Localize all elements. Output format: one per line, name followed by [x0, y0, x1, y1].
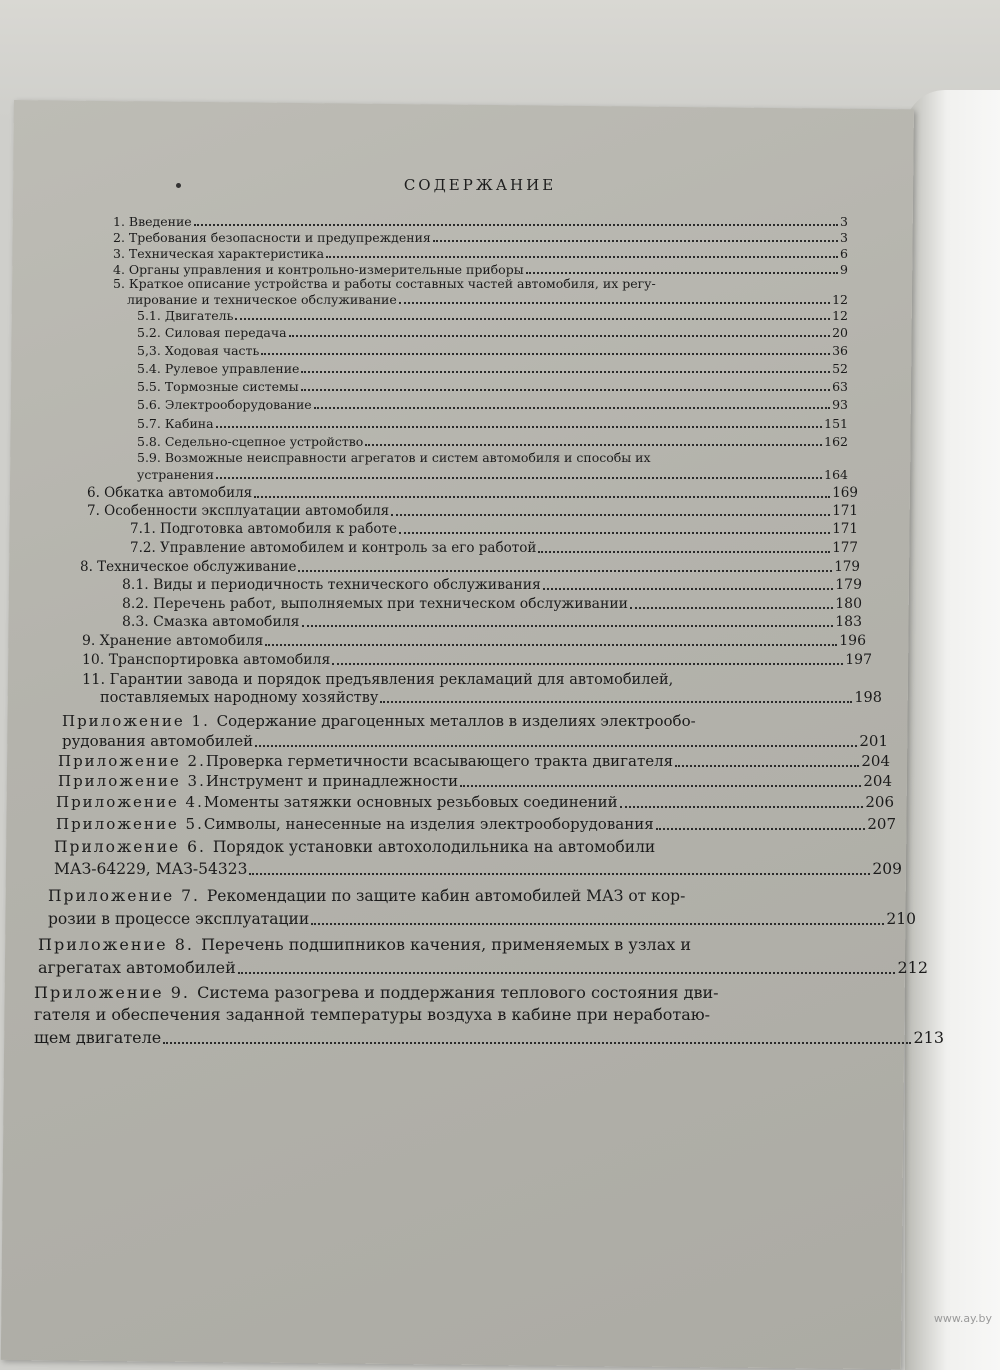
toc-page-number: 12	[832, 308, 848, 323]
toc-page-number: 206	[865, 793, 894, 811]
dot-leader	[261, 353, 830, 355]
toc-entry-title: Инструмент и принадлежности	[205, 772, 459, 790]
toc-entry-continuation	[137, 467, 848, 482]
toc-entry	[58, 772, 892, 790]
toc-entry-continuation	[34, 1028, 944, 1047]
toc-entry	[113, 276, 656, 291]
toc-page-number: 164	[824, 467, 848, 482]
toc-entry-title: Система разогрева и поддержания теплового состояния дви-	[197, 983, 719, 1002]
toc-entry	[56, 815, 896, 833]
toc-entry-title: 5.5. Тормозные системы	[137, 379, 299, 394]
toc-entry-continuation	[38, 958, 928, 977]
toc-entry-title: 7. Особенности эксплуатации автомобиля	[87, 503, 390, 519]
toc-entry-title: 7.1. Подготовка автомобиля к работе	[130, 521, 397, 537]
toc-entry-continuation	[34, 1005, 710, 1024]
toc-page-number: 162	[824, 434, 848, 449]
toc-entry-title: устранения	[137, 467, 215, 482]
toc-entry	[130, 521, 858, 537]
toc-page-number: 3	[840, 230, 848, 245]
appendix-label: Приложение 2.	[58, 752, 206, 770]
toc-entry-title: Символы, нанесенные на изделия электрооборудования	[203, 815, 654, 833]
toc-page-number: 169	[832, 485, 858, 501]
toc-page-number: 204	[861, 752, 890, 770]
dot-leader	[265, 644, 837, 646]
toc-entry-title: 8.2. Перечень работ, выполняемых при техническом обслуживании	[122, 596, 628, 612]
toc-entry-title: 9. Хранение автомобиля	[82, 633, 264, 649]
dot-leader	[249, 873, 870, 875]
toc-entry-title: Порядок установки автохолодильника на автомобили	[212, 838, 656, 856]
dot-leader	[380, 701, 852, 703]
dot-leader	[538, 551, 830, 553]
toc-entry	[82, 672, 673, 688]
toc-page-number: 12	[832, 292, 848, 307]
toc-entry-title: 2. Требования безопасности и предупреждения	[113, 230, 431, 245]
dot-leader	[460, 785, 861, 787]
toc-entry	[62, 712, 696, 730]
toc-entry-title: 5. Краткое описание устройства и работы составных частей автомобиля, их регу-	[113, 276, 656, 291]
toc-page-number: 6	[840, 246, 848, 261]
toc-entry-title: 11. Гарантии завода и порядок предъявления рекламаций для автомобилей,	[82, 672, 674, 688]
toc-page-number: 52	[832, 361, 848, 376]
dot-leader	[298, 570, 832, 572]
toc-entry	[137, 308, 848, 323]
toc-page-number: 36	[832, 343, 848, 358]
toc-entry	[137, 361, 848, 376]
toc-entry	[122, 614, 862, 630]
toc-entry	[137, 450, 651, 465]
toc-entry-title: 5.9. Возможные неисправности агрегатов и систем автомобиля и способы их	[137, 450, 651, 465]
toc-entry	[137, 379, 848, 394]
dot-leader	[255, 745, 857, 747]
toc-entry	[34, 983, 719, 1002]
toc-entry	[137, 325, 848, 340]
toc-page-number: 20	[832, 325, 848, 340]
toc-page-number: 171	[832, 521, 858, 537]
toc-entry-title: щем двигателе	[34, 1028, 162, 1047]
toc-page-number: 183	[835, 614, 862, 630]
toc-entry-title: 5.8. Седельно-сцепное устройство	[137, 434, 364, 449]
toc-page-number: 3	[840, 214, 848, 229]
appendix-label: Приложение 5.	[56, 815, 204, 833]
toc-entry-title: Рекомендации по защите кабин автомобилей МАЗ от кор-	[206, 887, 686, 905]
appendix-label: Приложение 8.	[38, 935, 202, 954]
toc-entry	[82, 652, 872, 668]
toc-page-number: 93	[832, 397, 848, 412]
toc-page-number: 207	[867, 815, 896, 833]
toc-entry-title: 5,3. Ходовая часть	[137, 343, 260, 358]
toc-entry-title: поставляемых народному хозяйству	[100, 690, 379, 706]
dot-leader	[289, 335, 831, 337]
toc-entry-title: 8. Техническое обслуживание	[80, 559, 297, 575]
toc-entry-title: 5.7. Кабина	[137, 416, 214, 431]
dot-leader	[332, 663, 843, 665]
dot-leader	[301, 371, 830, 373]
toc-entry	[137, 434, 848, 449]
dot-leader	[433, 240, 838, 242]
dot-leader	[301, 389, 830, 391]
toc-entry	[48, 887, 685, 905]
dot-leader	[194, 224, 838, 226]
toc-entry	[54, 838, 655, 856]
toc-entry-continuation	[54, 860, 902, 878]
dot-leader	[302, 625, 834, 627]
dot-leader	[216, 426, 823, 428]
toc-page-number: 209	[872, 860, 902, 878]
toc-entry-title: агрегатах автомобилей	[38, 958, 236, 977]
appendix-label: Приложение 3.	[58, 772, 206, 790]
dot-leader	[254, 496, 830, 498]
toc-entry-title: Проверка герметичности всасывающего тракта двигателя	[205, 752, 674, 770]
toc-entry	[137, 343, 848, 358]
toc-entry-continuation	[48, 910, 916, 928]
toc-entry	[137, 416, 848, 431]
toc-entry	[122, 596, 862, 612]
toc-entry-title: 5.4. Рулевое управление	[137, 361, 300, 376]
toc-entry-title: розии в процессе эксплуатации	[48, 910, 310, 928]
appendix-label: Приложение 9.	[34, 983, 198, 1002]
toc-page-number: 213	[913, 1028, 944, 1047]
dot-leader	[391, 514, 830, 516]
dot-leader	[656, 828, 866, 830]
dot-leader	[235, 318, 830, 320]
dot-leader	[216, 477, 822, 479]
toc-entry	[113, 214, 848, 229]
dot-leader	[326, 256, 838, 258]
toc-entry-title: 6. Обкатка автомобиля	[87, 485, 253, 501]
dot-leader	[311, 923, 884, 925]
dot-leader	[543, 588, 833, 590]
dot-leader	[163, 1042, 911, 1044]
appendix-label: Приложение 7.	[48, 887, 207, 905]
toc-entry	[122, 577, 862, 593]
toc-entry-title: 3. Техническая характеристика	[113, 246, 325, 261]
toc-entry-continuation	[127, 292, 848, 307]
toc-entry	[56, 793, 894, 811]
toc-entry-continuation	[100, 690, 882, 706]
toc-page-number: 197	[845, 652, 872, 668]
toc-entry-continuation	[62, 732, 888, 750]
toc-page-number: 180	[835, 596, 862, 612]
toc-entry-title: рудования автомобилей	[62, 732, 254, 750]
toc-entry-title: Содержание драгоценных металлов в изделиях электрообо-	[216, 712, 696, 730]
dot-leader	[399, 302, 830, 304]
dot-leader	[314, 407, 830, 409]
toc-entry	[87, 503, 858, 519]
page-title: СОДЕРЖАНИЕ	[403, 176, 557, 194]
toc-page-number: 151	[824, 416, 848, 431]
toc-entry-title: 4. Органы управления и контрольно-измерительные приборы	[113, 262, 524, 277]
toc-entry-title: 8.3. Смазка автомобиля	[122, 614, 300, 630]
dot-leader	[238, 972, 896, 974]
toc-entry-title: лирование и техническое обслуживание	[127, 292, 397, 307]
toc-page-number: 171	[832, 503, 858, 519]
toc-entry-title: 10. Транспортировка автомобиля	[82, 652, 331, 668]
toc-page-number: 201	[859, 732, 888, 750]
toc-entry	[137, 397, 848, 412]
toc-entry	[80, 559, 860, 575]
toc-page-number: 198	[854, 690, 882, 706]
toc-page-number: 196	[839, 633, 866, 649]
dot-leader	[526, 272, 838, 274]
toc-entry	[113, 246, 848, 261]
toc-entry	[130, 540, 858, 556]
toc-entry-title: 5.2. Силовая передача	[137, 325, 287, 340]
toc-entry-title: 1. Введение	[113, 214, 192, 229]
toc-page-number: 179	[835, 577, 862, 593]
dot-leader	[365, 444, 822, 446]
dot-leader	[675, 765, 859, 767]
toc-page-number: 210	[886, 910, 916, 928]
toc-entry	[113, 262, 848, 277]
toc-page-number: 9	[840, 262, 848, 277]
toc-entry	[58, 752, 890, 770]
dot-leader	[620, 806, 864, 808]
dot-leader	[630, 607, 833, 609]
toc-entry-title: МАЗ-64229, МАЗ-54323	[54, 860, 248, 878]
toc-page-number: 179	[834, 559, 860, 575]
toc-page-number: 212	[897, 958, 928, 977]
watermark: www.ay.by	[933, 1312, 992, 1325]
appendix-label: Приложение 6.	[54, 838, 213, 856]
toc-entry-title: 7.2. Управление автомобилем и контроль за его работой	[130, 540, 537, 556]
toc-page-number: 177	[832, 540, 858, 556]
toc-entry-title: гателя и обеспечения заданной температуры воздуха в кабине при неработаю-	[34, 1005, 711, 1024]
toc-entry	[113, 230, 848, 245]
appendix-label: Приложение 4.	[56, 793, 204, 811]
toc-entry-title: 5.1. Двигатель	[137, 308, 234, 323]
toc-entry-title: 8.1. Виды и периодичность технического обслуживания	[122, 577, 541, 593]
toc-entry-title: Перечень подшипников качения, применяемых в узлах и	[201, 935, 692, 954]
toc-entry	[87, 485, 858, 501]
toc-page-number: 204	[863, 772, 892, 790]
toc-entry-title: 5.6. Электрооборудование	[137, 397, 312, 412]
appendix-label: Приложение 1.	[62, 712, 217, 730]
toc-entry-title: Моменты затяжки основных резьбовых соединений	[203, 793, 618, 811]
toc-entry	[38, 935, 691, 954]
toc-page-number: 63	[832, 379, 848, 394]
dot-leader	[399, 532, 830, 534]
toc-entry	[82, 633, 866, 649]
